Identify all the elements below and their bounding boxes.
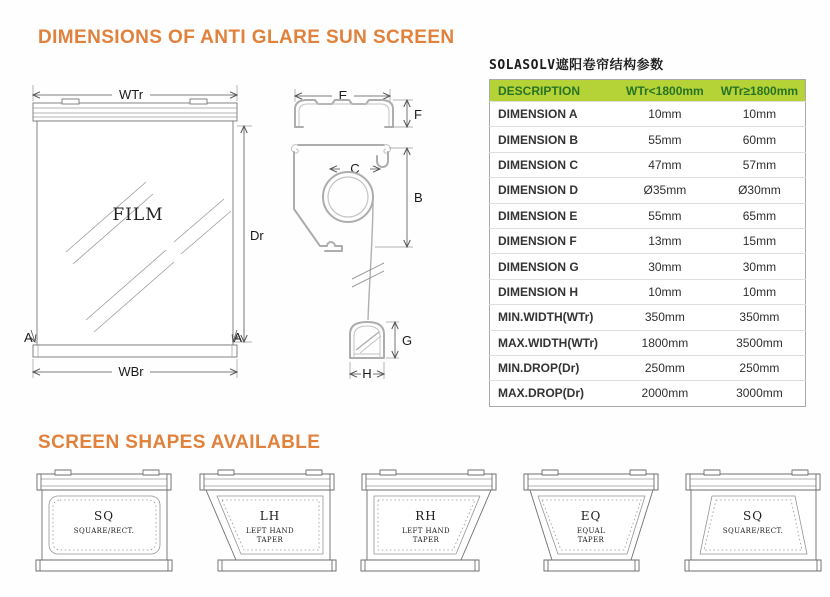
dim-b-label: B xyxy=(414,190,423,205)
spec-row xyxy=(490,305,806,330)
shape-bottom-rail xyxy=(544,560,639,571)
spec-value-cell: 55mm xyxy=(616,127,714,152)
spec-row xyxy=(490,228,806,253)
shape-left-hand-taper xyxy=(190,462,340,589)
spec-description-cell: DIMENSION C xyxy=(490,152,616,177)
spec-value-cell: 30mm xyxy=(616,254,714,279)
shape-square-rect-1 xyxy=(27,462,177,589)
spec-table-body xyxy=(490,102,806,407)
break-symbol xyxy=(352,263,384,287)
dim-c-label: C xyxy=(350,161,360,176)
spec-value-cell: 1800mm xyxy=(616,330,714,355)
shape-name-line2: TAPER xyxy=(256,536,284,544)
dim-e-label: E xyxy=(338,88,348,103)
wbr-label: WBr xyxy=(118,364,144,379)
dim-h-label: H xyxy=(362,366,372,381)
spec-row xyxy=(490,178,806,203)
shape-name-line1: EQUAL xyxy=(576,527,606,535)
shape-top-rail xyxy=(524,470,658,490)
spec-table-section xyxy=(489,54,806,407)
spec-description-cell: MIN.WIDTH(WTr) xyxy=(490,305,616,330)
spec-description-cell: MAX.WIDTH(WTr) xyxy=(490,330,616,355)
wtr-label: WTr xyxy=(118,87,144,102)
shape-body xyxy=(691,490,816,560)
shape-bottom-rail xyxy=(218,560,336,571)
shape-top-rail xyxy=(200,470,334,490)
spec-value-cell: 15mm xyxy=(714,228,806,253)
spec-row xyxy=(490,381,806,406)
shape-code-label: SQ xyxy=(93,509,115,523)
mounting-bracket-profile xyxy=(295,100,393,127)
page-title-shapes: SCREEN SHAPES AVAILABLE xyxy=(38,432,321,453)
spec-row xyxy=(490,152,806,177)
shape-bottom-rail xyxy=(361,560,479,571)
spec-row xyxy=(490,279,806,304)
spec-value-cell: 350mm xyxy=(616,305,714,330)
spec-description-cell: DIMENSION H xyxy=(490,279,616,304)
dr-label: Dr xyxy=(250,228,264,243)
spec-value-cell: 30mm xyxy=(714,254,806,279)
cassette-housing-profile xyxy=(291,145,390,251)
spec-value-cell: 10mm xyxy=(616,102,714,127)
spec-row xyxy=(490,330,806,355)
film-label: FILM xyxy=(112,205,164,225)
shape-code-label: SQ xyxy=(742,509,764,523)
shape-body xyxy=(367,490,491,560)
page-title-dimensions: DIMENSIONS OF ANTI GLARE SUN SCREEN xyxy=(38,27,455,48)
shape-bottom-rail xyxy=(685,560,821,571)
spec-value-cell: 350mm xyxy=(714,305,806,330)
roller-tube xyxy=(323,172,373,222)
spec-header-row xyxy=(490,80,806,102)
shape-code-label: LH xyxy=(259,509,281,523)
spec-value-cell: 3000mm xyxy=(714,381,806,406)
bottom-handle-profile xyxy=(350,322,384,358)
shape-body xyxy=(206,490,330,560)
spec-table-title: SOLASOLV遮阳卷帘结构参数 xyxy=(489,58,664,73)
spec-value-cell: 10mm xyxy=(616,279,714,304)
spec-description-cell: DIMENSION A xyxy=(490,102,616,127)
shape-name-line1: LEFT HAND xyxy=(401,527,451,535)
shape-name-line2: TAPER xyxy=(412,536,440,544)
spec-value-cell: 57mm xyxy=(714,152,806,177)
spec-description-cell: MIN.DROP(Dr) xyxy=(490,355,616,380)
shape-body xyxy=(530,490,653,560)
spec-row xyxy=(490,102,806,127)
spec-row xyxy=(490,127,806,152)
spec-value-cell: 10mm xyxy=(714,102,806,127)
shape-right-hand-taper xyxy=(352,462,502,589)
spec-description-cell: DIMENSION D xyxy=(490,178,616,203)
shape-code-label: EQ xyxy=(580,509,602,523)
shape-top-rail xyxy=(37,470,171,490)
spec-value-cell: 3500mm xyxy=(714,330,806,355)
spec-value-cell: 55mm xyxy=(616,203,714,228)
spec-row xyxy=(490,355,806,380)
shape-body xyxy=(42,490,167,560)
shape-top-rail xyxy=(362,470,496,490)
spec-description-cell: DIMENSION F xyxy=(490,228,616,253)
col-wtr-lt-1800: WTr<1800mm xyxy=(616,80,714,102)
bottom-rail xyxy=(33,345,237,357)
spec-description-cell: DIMENSION G xyxy=(490,254,616,279)
head-rail xyxy=(33,99,237,121)
rail-clip xyxy=(190,99,207,104)
col-wtr-ge-1800: WTr≥1800mm xyxy=(714,80,806,102)
dim-g-label: G xyxy=(402,333,413,348)
front-view-diagram xyxy=(24,80,274,395)
spec-value-cell: 13mm xyxy=(616,228,714,253)
fabric-drop-line xyxy=(368,200,373,320)
spec-value-cell: 47mm xyxy=(616,152,714,177)
spec-value-cell: Ø30mm xyxy=(714,178,806,203)
spec-value-cell: 2000mm xyxy=(616,381,714,406)
spec-row xyxy=(490,203,806,228)
shape-code-label: RH xyxy=(415,509,437,523)
shape-bottom-rail xyxy=(36,560,172,571)
shape-equal-taper xyxy=(514,462,664,589)
spec-description-cell: DIMENSION B xyxy=(490,127,616,152)
spec-value-cell: Ø35mm xyxy=(616,178,714,203)
spec-value-cell: 60mm xyxy=(714,127,806,152)
spec-value-cell: 65mm xyxy=(714,203,806,228)
shape-name-line1: SQUARE/RECT. xyxy=(722,527,784,535)
spec-description-cell: MAX.DROP(Dr) xyxy=(490,381,616,406)
shape-top-rail xyxy=(686,470,820,490)
spec-value-cell: 250mm xyxy=(714,355,806,380)
dim-f-label: F xyxy=(414,107,422,122)
shape-name-line2: TAPER xyxy=(577,536,605,544)
col-description: DESCRIPTION xyxy=(490,80,616,102)
rail-clip xyxy=(62,99,79,104)
spec-value-cell: 250mm xyxy=(616,355,714,380)
spec-row xyxy=(490,254,806,279)
spec-value-cell: 10mm xyxy=(714,279,806,304)
section-a-left-label: A xyxy=(24,330,33,345)
section-a-right-label: A xyxy=(233,330,242,345)
spec-description-cell: DIMENSION E xyxy=(490,203,616,228)
shape-name-line1: SQUARE/RECT. xyxy=(73,527,135,535)
shape-square-rect-2 xyxy=(676,462,826,589)
spec-table xyxy=(489,79,806,407)
profile-section-diagram xyxy=(280,82,475,397)
screen-body xyxy=(37,121,233,345)
shape-name-line1: LEFT HAND xyxy=(245,527,295,535)
